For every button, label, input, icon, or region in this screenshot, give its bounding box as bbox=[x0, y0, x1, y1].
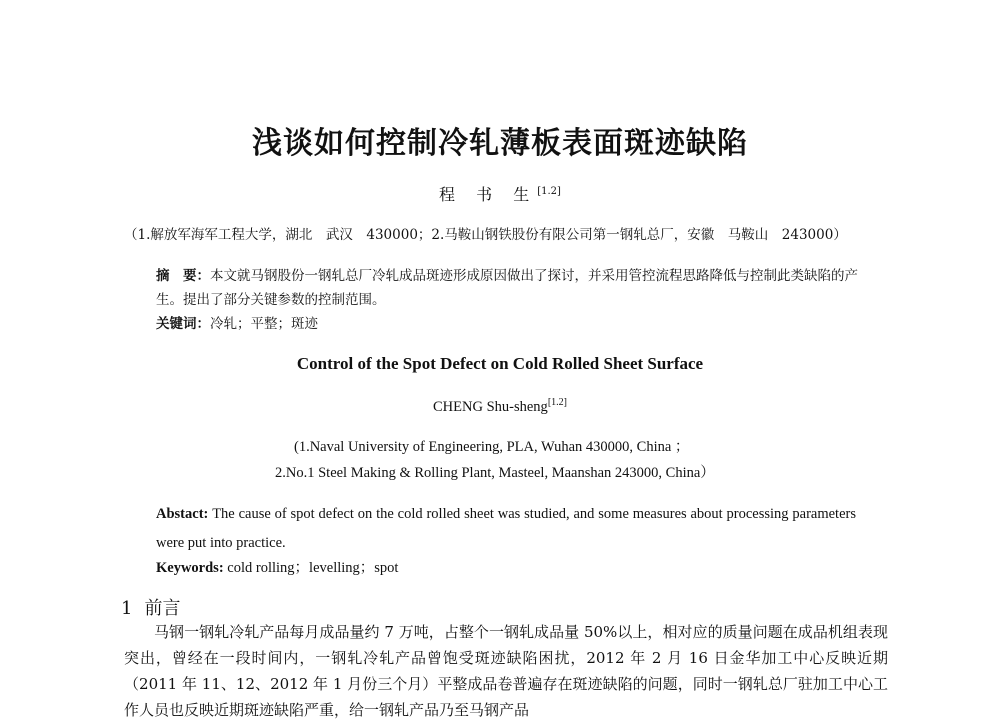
keywords-cn bbox=[156, 312, 876, 336]
author-cn-affil-marker: [1.2] bbox=[537, 186, 561, 197]
abstract-cn-label: 摘 要： bbox=[156, 268, 210, 284]
keywords-cn-label: 关键词： bbox=[156, 316, 210, 332]
abstract-cn bbox=[156, 264, 876, 336]
affiliation-en-line-2: 2.No.1 Steel Making & Rolling Plant, Masteel, Maanshan 243000, China） bbox=[275, 465, 715, 481]
abstract-cn-text: 本文就马钢股份一钢轧总厂冷轧成品斑迹形成原因做出了探讨，并采用管控流程思路降低与控制此类缺陷的产生。提出了部分关键参数的控制范围。 bbox=[156, 268, 858, 308]
section-title: 前言 bbox=[144, 598, 181, 619]
section-number: 1 bbox=[121, 598, 133, 619]
keywords-cn-text: 冷轧；平整；斑迹 bbox=[210, 316, 318, 332]
keywords-en bbox=[156, 556, 398, 577]
paper-title-en: Control of the Spot Defect on Cold Rolled Sheet Surface bbox=[296, 354, 704, 373]
abstract-cn-paragraph bbox=[156, 264, 876, 312]
abstract-en-text: The cause of spot defect on the cold rolled sheet was studied, and some measures about processing parameters were put into practice. bbox=[156, 506, 856, 551]
affiliation-cn: （1.解放军海军工程大学，湖北 武汉 430000；2.马鞍山钢铁股份有限公司第一钢轧总厂，安徽 马鞍山 243000） bbox=[124, 227, 847, 243]
paper-title: 浅谈如何控制冷轧薄板表面斑迹缺陷 bbox=[252, 126, 748, 161]
abstract-en-label: Abstact: bbox=[156, 506, 209, 522]
author-cn-name: 程 书 生 bbox=[439, 185, 538, 204]
abstract-en bbox=[156, 500, 856, 558]
author-cn bbox=[0, 182, 1000, 205]
affiliation-en-line-1: (1.Naval University of Engineering, PLA, Wuhan 430000, China ； bbox=[294, 439, 690, 455]
section-heading bbox=[121, 594, 180, 620]
author-en-affil-marker: [1.2] bbox=[547, 397, 567, 408]
body-paragraph: 马钢一钢轧冷轧产品每月成品量约 7 万吨，占整个一钢轧成品量 50%以上，相对应的质量问题在成品机组表现突出，曾经在一段时间内，一钢轧冷轧产品曾饱受斑迹缺陷困扰，2012 年 2 月 16 日金华加工中心反映近期（2011 年 11、12、2012 年 1 月份三个月）平整成品卷普遍存在斑迹缺陷的问题，同时一钢轧总厂驻加工中心工作人员也反映近期斑迹缺陷严重，给一钢轧产品乃至马钢产品 bbox=[124, 623, 888, 719]
author-en bbox=[0, 397, 1000, 416]
keywords-en-text: cold rolling；levelling；spot bbox=[227, 560, 399, 576]
keywords-en-label: Keywords: bbox=[156, 560, 224, 576]
author-en-name: CHENG Shu-sheng bbox=[433, 399, 548, 415]
